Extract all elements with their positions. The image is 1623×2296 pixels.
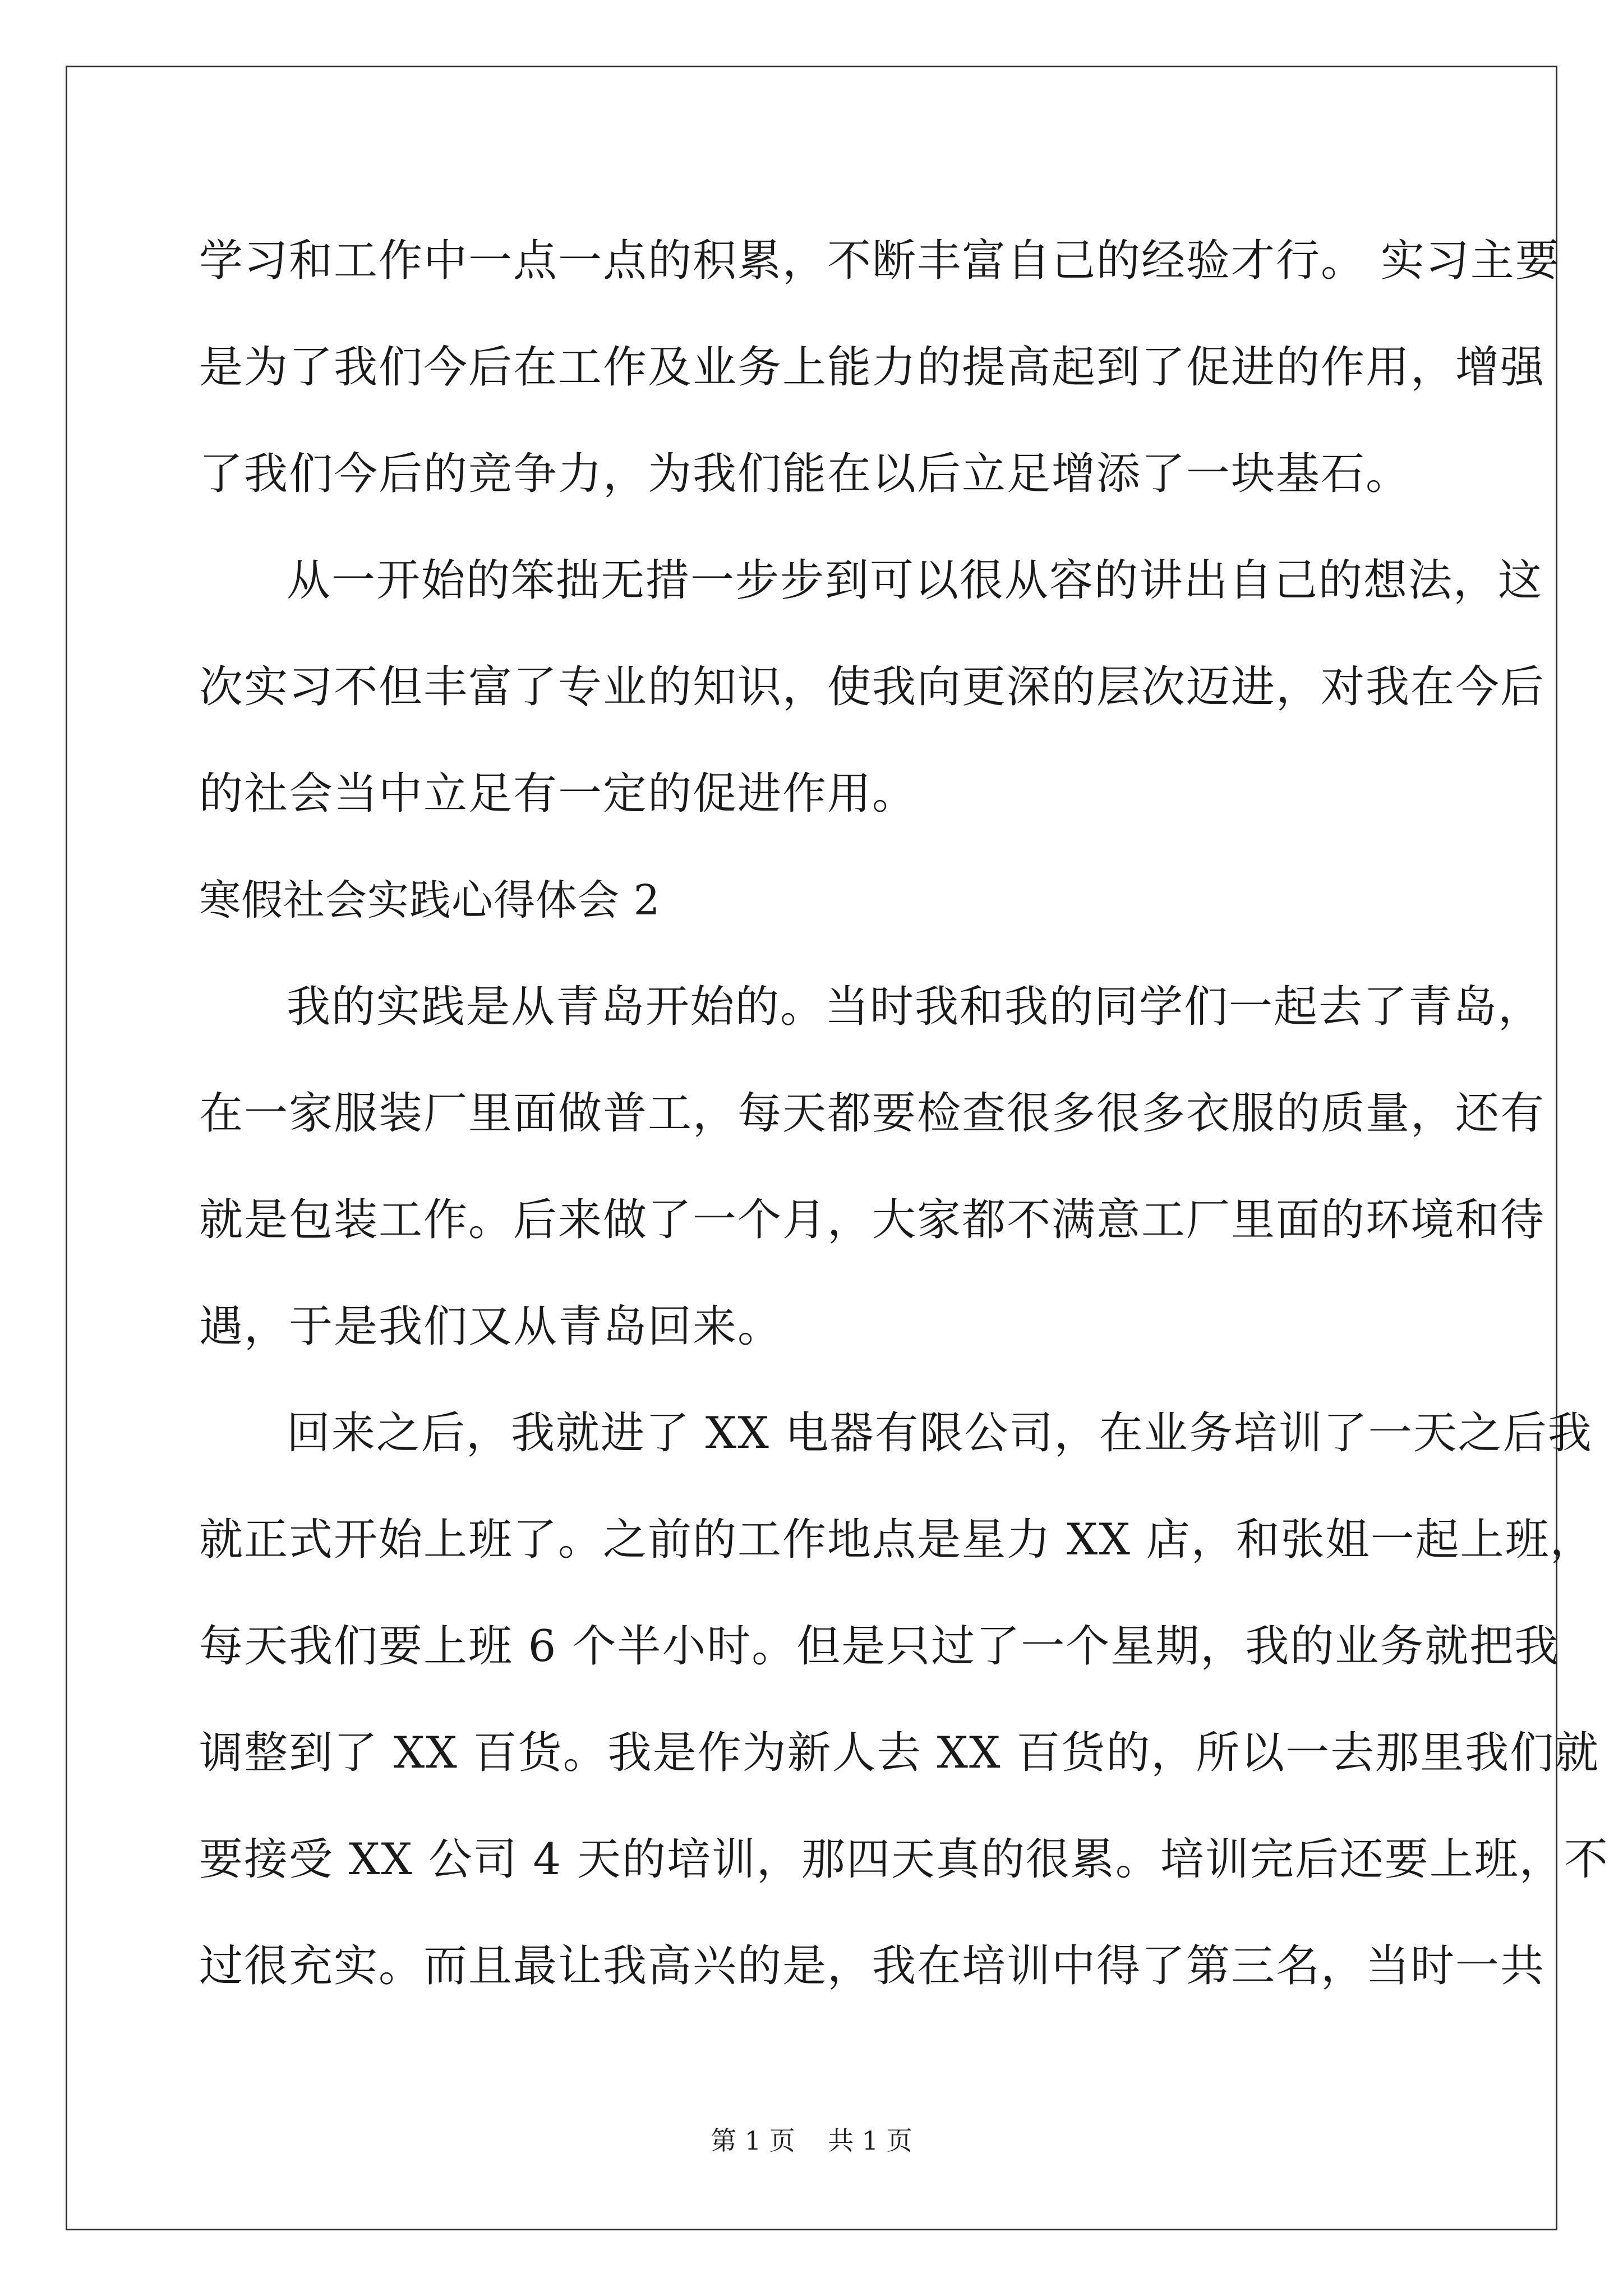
- text-line: 在一家服装厂里面做普工，每天都要检查很多很多衣服的质量，还有: [199, 1088, 1546, 1139]
- text-line: 是为了我们今后在工作及业务上能力的提高起到了促进的作用，增强: [199, 342, 1546, 393]
- text-line: 学习和工作中一点一点的积累，不断丰富自己的经验才行。 实习主要: [199, 236, 1560, 286]
- page-footer: 第 1 页 共 1 页: [711, 2125, 912, 2156]
- text-line: 每天我们要上班 6 个半小时。但是只过了一个星期，我的业务就把我: [199, 1621, 1560, 1672]
- text-line: 遇，于是我们又从青岛回来。: [199, 1301, 783, 1352]
- document-body: [199, 208, 1609, 2019]
- text-line: 过很充实。而且最让我高兴的是，我在培训中得了第三名，当时一共: [199, 1941, 1546, 1991]
- text-line: 我的实践是从青岛开始的。当时我和我的同学们一起去了青岛，: [287, 982, 1543, 1032]
- text-line: 就是包装工作。后来做了一个月，大家都不满意工厂里面的环境和待: [199, 1195, 1546, 1245]
- text-line: 从一开始的笨拙无措一步步到可以很从容的讲出自己的想法，这: [287, 555, 1543, 606]
- section-heading: 寒假社会实践心得体会 2: [199, 876, 661, 924]
- text-line: 调整到了 XX 百货。我是作为新人去 XX 百货的，所以一去那里我们就: [199, 1728, 1600, 1778]
- text-line: 要接受 XX 公司 4 天的培训，那四天真的很累。培训完后还要上班，不: [199, 1834, 1609, 1885]
- text-line: 次实习不但丰富了专业的知识，使我向更深的层次迈进，对我在今后: [199, 662, 1546, 712]
- text-line: 了我们今后的竞争力，为我们能在以后立足增添了一块基石。: [199, 449, 1411, 499]
- text-line: 回来之后，我就进了 XX 电器有限公司，在业务培训了一天之后我: [287, 1408, 1593, 1458]
- text-line: 的社会当中立足有一定的促进作用。: [199, 769, 917, 819]
- text-line: 就正式开始上班了。之前的工作地点是星力 XX 店，和张姐一起上班，: [199, 1515, 1595, 1565]
